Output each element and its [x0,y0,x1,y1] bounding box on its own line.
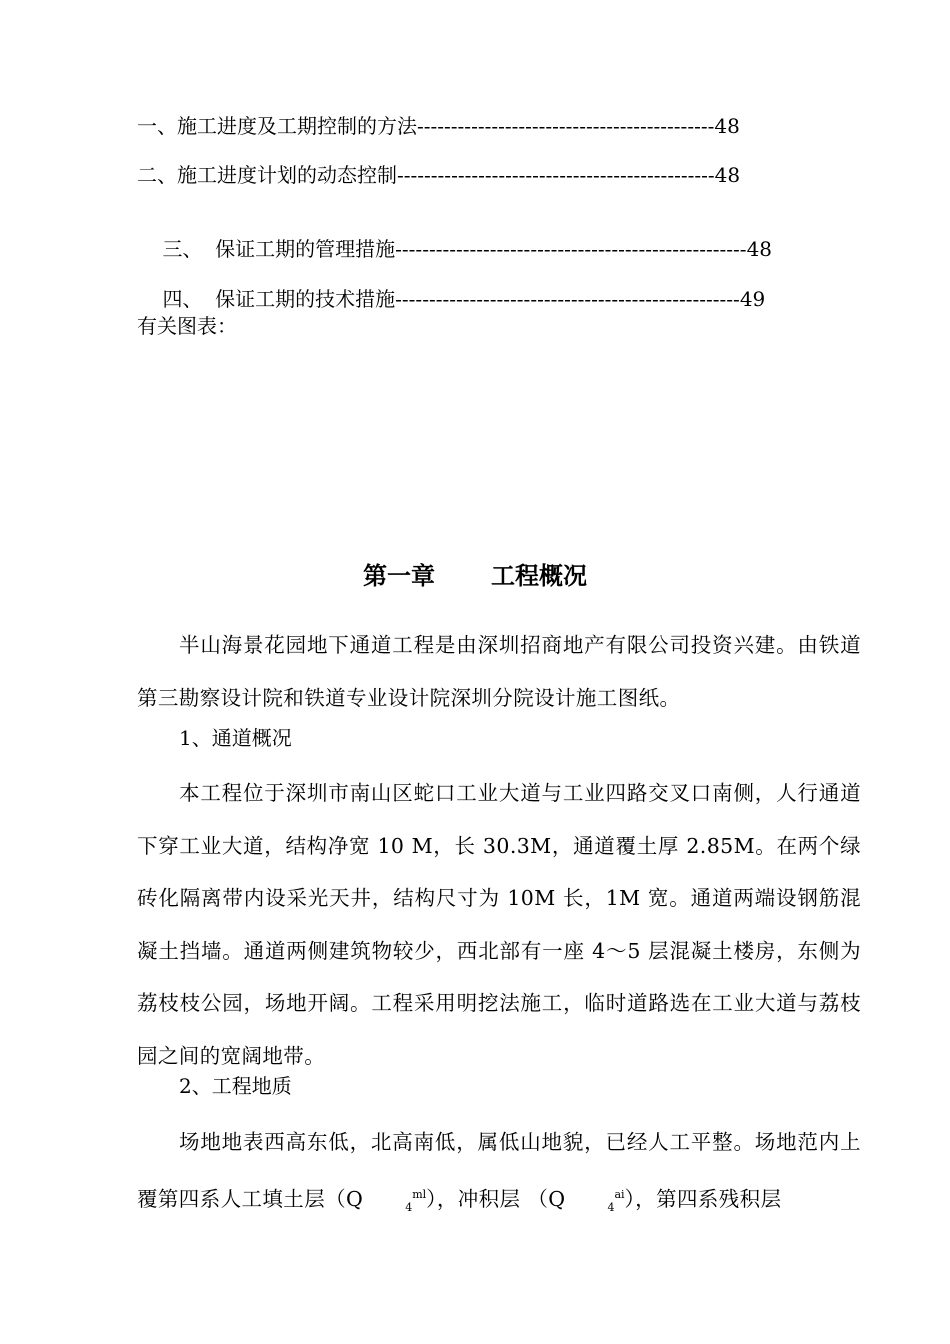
toc-page-number: 48 [746,237,773,261]
chapter-title: 工程概况 [491,561,587,590]
toc-page-number: 49 [739,287,766,311]
toc-entry-title: 一、施工进度及工期控制的方法 [137,114,417,138]
subscript: 4 [405,1200,413,1214]
superscript: ml [412,1187,427,1201]
toc-entry [137,114,740,138]
paragraph-text: ），冲积层 （Q [426,1186,566,1211]
toc-entry [137,163,740,187]
subscript: 4 [607,1200,615,1214]
section-heading: 1、通道概况 [179,726,292,750]
chapter-number: 第一章 [363,561,435,590]
paragraph-text: 场地地表西高东低，北高南低，属低山地貌，已经人工平整。场地范内上覆第四系人工填土层（Q [137,1130,861,1211]
section-paragraph [137,1116,861,1234]
section-heading: 2、工程地质 [179,1074,292,1098]
section-paragraph: 本工程位于深圳市南山区蛇口工业大道与工业四路交叉口南侧，人行通道下穿工业大道，结构净宽 10 M，长 30.3M，通道覆土厚 2.85M。在两个绿砖化隔离带内设采光天井，结构尺寸为 10M 长，1M 宽。通道两端设钢筋混凝土挡墙。通道两侧建筑物较少，西北部有一座 4～5 层混凝土楼房，东侧为荔枝枝公园，场地开阔。工程采用明挖法施工，临时道路选在工业大道与荔枝园之间的宽阔地带。 [137,781,861,1068]
toc-leader-dots: ---------------------------------------------------- [395,237,747,261]
toc-page-number: 48 [714,163,741,187]
toc-entry-title: 四、 保证工期的技术措施 [162,287,396,311]
related-figures-label: 有关图表： [137,314,237,338]
intro-paragraph: 半山海景花园地下通道工程是由深圳招商地产有限公司投资兴建。由铁道第三勘察设计院和铁道专业设计院深圳分院设计施工图纸。 [137,633,861,710]
superscript: ai [614,1187,625,1201]
toc-leader-dots: ----------------------------------------------- [397,163,715,187]
chapter-heading [0,561,950,591]
paragraph-text: ），第四系残积层 [624,1186,782,1211]
toc-page-number: 48 [714,114,740,138]
toc-entry-title: 三、 保证工期的管理措施 [162,237,396,261]
toc-leader-dots: -------------------------------------------- [417,114,715,138]
toc-leader-dots: --------------------------------------------------- [395,287,740,311]
toc-entry-title: 二、施工进度计划的动态控制 [137,163,397,187]
